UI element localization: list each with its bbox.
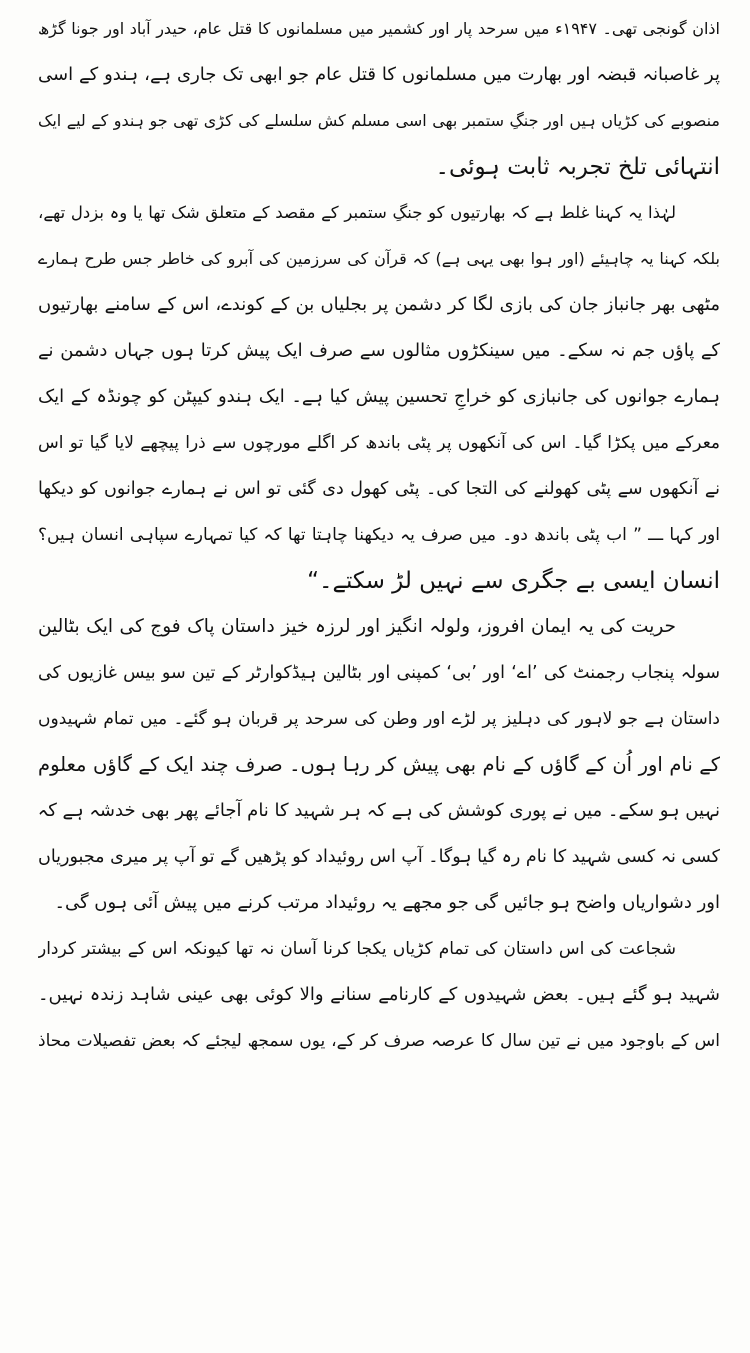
text-line: حریت کی یہ ایمان افروز، ولولہ انگیز اور لرزہ خیز داستان پاک فوج کی ایک بٹالین <box>38 616 676 637</box>
text-line: معرکے میں پکڑا گیا۔ اس کی آنکھوں پر پٹی باندھ کر اگلے مورچوں سے ذرا پیچھے لایا گیا تو اس <box>38 433 720 453</box>
text-line: لہٰذا یہ کہنا غلط ہے کہ بھارتیوں کو جنگِ ستمبر کے مقصد کے متعلق شک تھا یا وہ بزدل تھے، <box>38 203 676 222</box>
paragraph-4 <box>38 926 720 1064</box>
text-line: مٹھی بھر جانباز جان کی بازی لگا کر دشمن پر بجلیاں بن کے کوندے، اس کے سامنے بھارتیوں <box>38 294 720 315</box>
paragraph-3 <box>38 604 720 926</box>
text-line: کسی نہ کسی شہید کا نام رہ گیا ہوگا۔ آپ اس روئیداد کو پڑھیں گے تو آپ پر میری مجبوریاں <box>38 847 720 867</box>
text-line: داستان ہے جو لاہور کی دہلیز پر لڑے اور وطن کی سرحد پر قربان ہو گئے۔ میں تمام شہیدوں <box>38 709 720 729</box>
text-line: سولہ پنجاب رجمنٹ کی ’اے‘ اور ’بی‘ کمپنی اور بٹالین ہیڈکوارٹر کے تین سو بیس غازیوں کی <box>38 663 720 683</box>
text-line: انتہائی تلخ تجربہ ثابت ہوئی۔ <box>435 154 720 180</box>
text-line: پر غاصبانہ قبضہ اور بھارت میں مسلمانوں کا قتل عام جو ابھی تک جاری ہے، ہندو کے اسی <box>38 64 720 85</box>
text-line: ہمارے جوانوں کی جانبازی کو خراجِ تحسین پیش کیا ہے۔ ایک ہندو کیپٹن کو چونڈہ کے ایک <box>38 386 720 407</box>
text-line: شجاعت کی اس داستان کی تمام کڑیاں یکجا کرنا آسان نہ تھا کیونکہ اس کے بیشتر کردار <box>38 939 676 959</box>
paragraph-1 <box>38 6 720 190</box>
text-line: کے نام اور اُن کے گاؤں کے نام بھی پیش کر رہا ہوں۔ صرف چند ایک کے گاؤں معلوم <box>38 753 720 776</box>
text-line: انسان ایسی بے جگری سے نہیں لڑ سکتے۔“ <box>307 568 720 594</box>
text-line: منصوبے کی کڑیاں ہیں اور جنگِ ستمبر بھی اسی مسلم کش سلسلے کی کڑی تھی جو ہندو کے لیے ایک <box>38 111 720 130</box>
text-line: اس کے باوجود میں نے تین سال کا عرصہ صرف کر کے، یوں سمجھ لیجئے کہ بعض تفصیلات محاذ <box>38 1031 720 1051</box>
text-line: نہیں ہو سکے۔ میں نے پوری کوشش کی ہے کہ ہر شہید کا نام آجائے پھر بھی خدشہ ہے کہ <box>38 800 720 821</box>
text-line: اذان گونجی تھی۔ ۱۹۴۷ء میں سرحد پار اور کشمیر میں مسلمانوں کا قتل عام، حیدر آباد اور جونا گڑھ <box>38 19 720 38</box>
text-line: بلکہ کہنا یہ چاہیئے (اور ہوا بھی یہی ہے) کہ قرآن کی سرزمین کی آبرو کی خاطر جس طرح ہمارے <box>38 249 720 268</box>
text-line: کے پاؤں جم نہ سکے۔ میں سینکڑوں مثالوں سے صرف ایک پیش کرتا ہوں جہاں دشمن نے <box>38 340 720 361</box>
text-line: اور کہا ـــ ” اب پٹی باندھ دو۔ میں صرف یہ دیکھنا چاہتا تھا کہ کیا تمہارے سپاہی انسان ہیں؟ <box>38 525 720 545</box>
text-line: نے آنکھوں سے پٹی کھولنے کی التجا کی۔ پٹی کھول دی گئی تو اس نے ہمارے جوانوں کو دیکھا <box>38 479 720 499</box>
text-line: شہید ہو گئے ہیں۔ بعض شہیدوں کے کارنامے سنانے والا کوئی بھی عینی شاہد زندہ نہیں۔ <box>38 984 720 1005</box>
paragraph-2 <box>38 190 720 604</box>
text-line: اور دشواریاں واضح ہو جائیں گی جو مجھے یہ روئیداد مرتب کرنے میں پیش آئی ہوں گی۔ <box>54 892 720 913</box>
